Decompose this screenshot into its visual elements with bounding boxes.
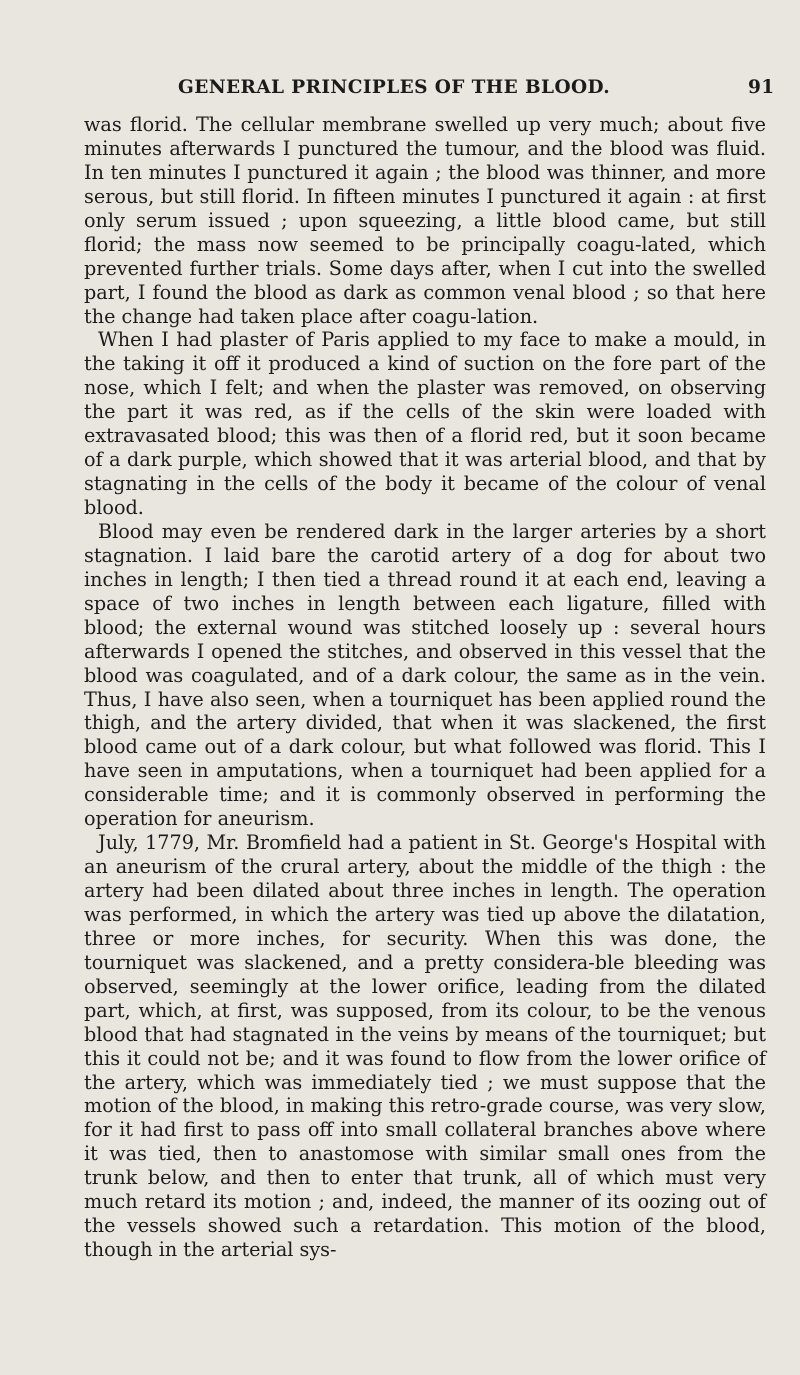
paragraph-plaster-mould: When I had plaster of Paris applied to my face to make a mould, in the taking it off it produced a kind of suction on the fore part of the nose, which I felt; and when the plaster was removed, on observing the part it was red, as if the cells of the skin were loaded with extravasated blood; this was then of a florid red, but it soon became of a dark purple, which showed that it was arterial blood, and that by stagnating in the cells of the body it became of the colour of venal blood. <box>84 328 766 519</box>
running-head <box>0 77 800 101</box>
running-title: GENERAL PRINCIPLES OF THE BLOOD. <box>178 77 611 98</box>
body-text <box>84 113 766 1262</box>
paragraph-bromfield-case: July, 1779, Mr. Bromfield had a patient in St. George's Hospital with an aneurism of the crural artery, about the middle of the thigh : the artery had been dilated about three inches in length. The operation was performed, in which the artery was tied up above the dilatation, three or more inches, for security. When this was done, the tourniquet was slackened, and a pretty considera-ble bleeding was observed, seemingly at the lower orifice, leading from the dilated part, which, at first, was supposed, from its colour, to be the venous blood that had stagnated in the veins by means of the tourniquet; but this it could not be; and it was found to flow from the lower orifice of the artery, which was immediately tied ; we must suppose that the motion of the blood, in making this retro-grade course, was very slow, for it had first to pass off into small collateral branches above where it was tied, then to anastomose with similar small ones from the trunk below, and then to enter that trunk, all of which must very much retard its motion ; and, indeed, the manner of its oozing out of the vessels showed such a retardation. This motion of the blood, though in the arterial sys- <box>84 831 766 1262</box>
page-number: 91 <box>748 77 775 98</box>
paragraph-carotid-experiment: Blood may even be rendered dark in the larger arteries by a short stagnation. I laid bare the carotid artery of a dog for about two inches in length; I then tied a thread round it at each end, leaving a space of two inches in length between each ligature, filled with blood; the external wound was stitched loosely up : several hours afterwards I opened the stitches, and observed in this vessel that the blood was coagulated, and of a dark colour, the same as in the vein. Thus, I have also seen, when a tourniquet has been applied round the thigh, and the artery divided, that when it was slackened, the first blood came out of a dark colour, but what followed was florid. This I have seen in amputations, when a tourniquet had been applied for a considerable time; and it is commonly observed in performing the operation for aneurism. <box>84 519 766 831</box>
paragraph-florid-blood: was florid. The cellular membrane swelled up very much; about five minutes afterwards I punctured the tumour, and the blood was fluid. In ten minutes I punctured it again ; the blood was thinner, and more serous, but still florid. In fifteen minutes I punctured it again : at first only serum issued ; upon squeezing, a little blood came, but still florid; the mass now seemed to be principally coagu-lated, which prevented further trials. Some days after, when I cut into the swelled part, I found the blood as dark as common venal blood ; so that here the change had taken place after coagu-lation. <box>84 113 766 328</box>
